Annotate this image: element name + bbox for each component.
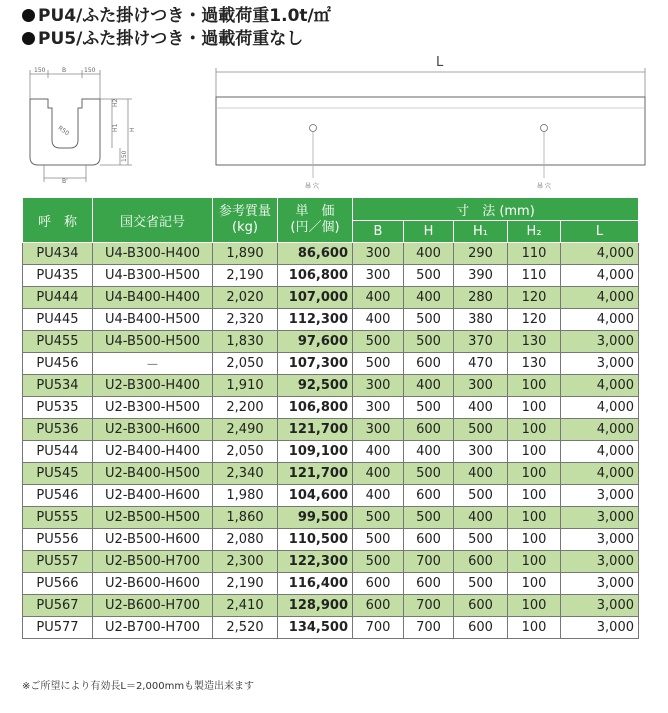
table-cell-name: PU456 (23, 353, 93, 375)
table-cell-b: 500 (353, 507, 404, 529)
table-cell-price: 134,500 (278, 617, 353, 639)
table-cell-h2: 100 (508, 463, 561, 485)
header-dim: H (404, 221, 454, 243)
table-cell-code: U2-B400-H400 (93, 441, 213, 463)
table-cell-code: U4-B400-H400 (93, 287, 213, 309)
table-cell-h: 500 (404, 331, 454, 353)
table-cell-h2: 100 (508, 617, 561, 639)
table-cell-weight: 2,190 (213, 265, 278, 287)
dim-label: R50 (56, 124, 71, 138)
length-label: L (436, 55, 444, 70)
dim-label: B' (62, 178, 68, 185)
table-cell-code: － (93, 353, 213, 375)
table-cell-name: PU455 (23, 331, 93, 353)
table-cell-price: 110,500 (278, 529, 353, 551)
table-cell-h1: 290 (454, 243, 508, 265)
table-cell-weight: 1,910 (213, 375, 278, 397)
table-cell-price: 128,900 (278, 595, 353, 617)
spec-table (22, 197, 639, 639)
table-cell-price: 109,100 (278, 441, 353, 463)
table-cell-l: 3,000 (561, 617, 639, 639)
table-cell-code: U2-B700-H700 (93, 617, 213, 639)
table-cell-b: 500 (353, 551, 404, 573)
table-row (23, 463, 639, 485)
table-cell-l: 3,000 (561, 573, 639, 595)
header-weight: 参考質量 (kg) (213, 198, 278, 243)
table-cell-b: 400 (353, 463, 404, 485)
table-cell-code: U4-B400-H500 (93, 309, 213, 331)
table-cell-name: PU557 (23, 551, 93, 573)
table-cell-h: 600 (404, 353, 454, 375)
table-cell-weight: 2,490 (213, 419, 278, 441)
table-cell-b: 700 (353, 617, 404, 639)
dim-label: 150 (84, 67, 96, 74)
table-cell-name: PU567 (23, 595, 93, 617)
table-cell-h2: 100 (508, 397, 561, 419)
table-cell-weight: 2,340 (213, 463, 278, 485)
table-cell-code: U2-B600-H700 (93, 595, 213, 617)
table-row (23, 397, 639, 419)
table-cell-b: 300 (353, 375, 404, 397)
table-cell-l: 4,000 (561, 463, 639, 485)
table-cell-weight: 2,520 (213, 617, 278, 639)
table-cell-weight: 2,050 (213, 441, 278, 463)
table-cell-code: U2-B300-H600 (93, 419, 213, 441)
table-cell-h2: 100 (508, 419, 561, 441)
table-cell-price: 122,300 (278, 551, 353, 573)
table-cell-h2: 110 (508, 243, 561, 265)
table-cell-h1: 600 (454, 617, 508, 639)
table-cell-b: 300 (353, 243, 404, 265)
header-dim: H₂ (508, 221, 561, 243)
table-cell-h1: 500 (454, 485, 508, 507)
table-cell-b: 300 (353, 397, 404, 419)
table-cell-h1: 500 (454, 419, 508, 441)
table-cell-price: 92,500 (278, 375, 353, 397)
table-cell-h1: 300 (454, 441, 508, 463)
table-cell-h: 400 (404, 243, 454, 265)
table-row (23, 243, 639, 265)
table-cell-b: 300 (353, 419, 404, 441)
table-cell-h1: 370 (454, 331, 508, 353)
table-cell-h2: 120 (508, 309, 561, 331)
table-row (23, 529, 639, 551)
table-cell-h: 400 (404, 375, 454, 397)
table-row (23, 287, 639, 309)
table-cell-b: 500 (353, 353, 404, 375)
table-row (23, 507, 639, 529)
table-cell-h2: 130 (508, 331, 561, 353)
table-cell-weight: 1,860 (213, 507, 278, 529)
table-cell-price: 121,700 (278, 419, 353, 441)
table-row (23, 331, 639, 353)
table-cell-name: PU434 (23, 243, 93, 265)
table-cell-name: PU555 (23, 507, 93, 529)
table-cell-h: 600 (404, 529, 454, 551)
table-cell-h: 500 (404, 309, 454, 331)
table-cell-b: 400 (353, 287, 404, 309)
table-cell-price: 107,000 (278, 287, 353, 309)
table-cell-h1: 400 (454, 507, 508, 529)
table-cell-code: U2-B500-H700 (93, 551, 213, 573)
table-cell-l: 4,000 (561, 441, 639, 463)
table-cell-l: 3,000 (561, 551, 639, 573)
table-cell-code: U2-B600-H600 (93, 573, 213, 595)
hole-label: 吊 穴 (537, 183, 551, 190)
bullet-icon (22, 9, 35, 22)
table-cell-h: 700 (404, 595, 454, 617)
table-cell-h2: 100 (508, 485, 561, 507)
table-cell-price: 104,600 (278, 485, 353, 507)
table-cell-h1: 400 (454, 463, 508, 485)
table-row (23, 595, 639, 617)
side-view-drawing (216, 68, 645, 178)
table-cell-l: 3,000 (561, 331, 639, 353)
table-cell-h1: 500 (454, 573, 508, 595)
table-cell-price: 86,600 (278, 243, 353, 265)
table-cell-h1: 300 (454, 375, 508, 397)
table-cell-b: 400 (353, 309, 404, 331)
table-cell-l: 4,000 (561, 375, 639, 397)
table-cell-code: U2-B300-H400 (93, 375, 213, 397)
table-row (23, 309, 639, 331)
table-cell-weight: 2,190 (213, 573, 278, 595)
table-cell-name: PU577 (23, 617, 93, 639)
table-cell-price: 116,400 (278, 573, 353, 595)
table-cell-code: U2-B400-H600 (93, 485, 213, 507)
table-cell-code: U4-B300-H500 (93, 265, 213, 287)
table-cell-h2: 130 (508, 353, 561, 375)
table-cell-price: 112,300 (278, 309, 353, 331)
table-cell-l: 4,000 (561, 309, 639, 331)
header-dim: B (353, 221, 404, 243)
table-cell-h: 400 (404, 287, 454, 309)
table-cell-b: 500 (353, 331, 404, 353)
table-cell-name: PU544 (23, 441, 93, 463)
table-cell-weight: 1,890 (213, 243, 278, 265)
table-cell-b: 400 (353, 441, 404, 463)
table-cell-name: PU536 (23, 419, 93, 441)
table-cell-b: 600 (353, 595, 404, 617)
table-cell-h1: 380 (454, 309, 508, 331)
table-cell-h: 500 (404, 463, 454, 485)
table-cell-weight: 1,980 (213, 485, 278, 507)
table-cell-h2: 120 (508, 287, 561, 309)
table-cell-l: 4,000 (561, 419, 639, 441)
dim-label: 150 (121, 150, 128, 162)
header-name: 呼 称 (23, 198, 93, 243)
table-cell-h1: 600 (454, 595, 508, 617)
table-cell-code: U2-B300-H500 (93, 397, 213, 419)
table-cell-h2: 100 (508, 595, 561, 617)
table-cell-h2: 100 (508, 441, 561, 463)
table-cell-h1: 390 (454, 265, 508, 287)
table-cell-h1: 470 (454, 353, 508, 375)
table-row (23, 353, 639, 375)
table-cell-price: 99,500 (278, 507, 353, 529)
table-cell-l: 3,000 (561, 507, 639, 529)
table-cell-price: 106,800 (278, 397, 353, 419)
table-cell-l: 4,000 (561, 287, 639, 309)
dim-label: H2 (112, 98, 119, 107)
table-cell-h: 500 (404, 265, 454, 287)
table-cell-h: 600 (404, 485, 454, 507)
table-cell-weight: 2,300 (213, 551, 278, 573)
table-row (23, 551, 639, 573)
dim-label: H (129, 127, 136, 132)
table-cell-h: 600 (404, 419, 454, 441)
table-cell-h2: 110 (508, 265, 561, 287)
table-cell-name: PU435 (23, 265, 93, 287)
table-cell-price: 106,800 (278, 265, 353, 287)
header-price: 単 価 (円／個) (278, 198, 353, 243)
hole-label: 吊 穴 (305, 183, 319, 190)
table-row (23, 617, 639, 639)
table-cell-h: 400 (404, 441, 454, 463)
table-cell-h: 600 (404, 573, 454, 595)
table-row (23, 485, 639, 507)
table-cell-l: 4,000 (561, 243, 639, 265)
table-cell-h: 700 (404, 551, 454, 573)
table-cell-b: 600 (353, 573, 404, 595)
table-cell-name: PU546 (23, 485, 93, 507)
table-cell-name: PU534 (23, 375, 93, 397)
table-cell-code: U4-B500-H500 (93, 331, 213, 353)
table-cell-name: PU445 (23, 309, 93, 331)
table-cell-h: 500 (404, 397, 454, 419)
table-cell-l: 3,000 (561, 353, 639, 375)
technical-drawings (0, 52, 668, 197)
title-pu4: PU4/ふた掛けつき・過載荷重1.0t/㎡ (22, 6, 331, 26)
table-cell-h: 500 (404, 507, 454, 529)
table-cell-name: PU566 (23, 573, 93, 595)
table-cell-l: 3,000 (561, 529, 639, 551)
table-cell-weight: 2,200 (213, 397, 278, 419)
table-cell-price: 107,300 (278, 353, 353, 375)
bullet-icon (22, 32, 35, 45)
table-cell-b: 300 (353, 265, 404, 287)
table-cell-h1: 600 (454, 551, 508, 573)
table-cell-h2: 100 (508, 551, 561, 573)
table-cell-h: 700 (404, 617, 454, 639)
table-cell-weight: 2,020 (213, 287, 278, 309)
title-pu5: PU5/ふた掛けつき・過載荷重なし (22, 29, 303, 49)
table-cell-h2: 100 (508, 529, 561, 551)
table-cell-code: U4-B300-H400 (93, 243, 213, 265)
table-cell-b: 500 (353, 529, 404, 551)
table-row (23, 419, 639, 441)
dim-label: 150 (34, 67, 46, 74)
table-cell-name: PU556 (23, 529, 93, 551)
table-cell-code: U2-B400-H500 (93, 463, 213, 485)
table-cell-code: U2-B500-H600 (93, 529, 213, 551)
table-cell-weight: 1,830 (213, 331, 278, 353)
header-dim: L (561, 221, 639, 243)
table-cell-h2: 100 (508, 573, 561, 595)
table-cell-weight: 2,410 (213, 595, 278, 617)
table-cell-l: 4,000 (561, 397, 639, 419)
table-row (23, 375, 639, 397)
dim-label: H1 (112, 123, 119, 132)
table-cell-h1: 500 (454, 529, 508, 551)
table-cell-price: 97,600 (278, 331, 353, 353)
footnote: ※ご所望により有効長L＝2,000mmも製造出来ます (22, 681, 255, 692)
dim-label: B (62, 67, 67, 74)
table-cell-name: PU535 (23, 397, 93, 419)
table-cell-b: 400 (353, 485, 404, 507)
header-dim: H₁ (454, 221, 508, 243)
table-row (23, 265, 639, 287)
header-code: 国交省記号 (93, 198, 213, 243)
table-cell-h1: 400 (454, 397, 508, 419)
table-cell-l: 3,000 (561, 485, 639, 507)
header-dims-group: 寸 法 (mm) (353, 198, 639, 221)
table-cell-name: PU545 (23, 463, 93, 485)
table-row (23, 441, 639, 463)
table-row (23, 573, 639, 595)
table-cell-weight: 2,320 (213, 309, 278, 331)
table-cell-code: U2-B500-H500 (93, 507, 213, 529)
table-cell-l: 4,000 (561, 265, 639, 287)
table-cell-weight: 2,050 (213, 353, 278, 375)
table-cell-name: PU444 (23, 287, 93, 309)
table-cell-h2: 100 (508, 507, 561, 529)
table-cell-weight: 2,080 (213, 529, 278, 551)
table-cell-price: 121,700 (278, 463, 353, 485)
table-cell-h1: 280 (454, 287, 508, 309)
table-cell-l: 3,000 (561, 595, 639, 617)
table-cell-h2: 100 (508, 375, 561, 397)
